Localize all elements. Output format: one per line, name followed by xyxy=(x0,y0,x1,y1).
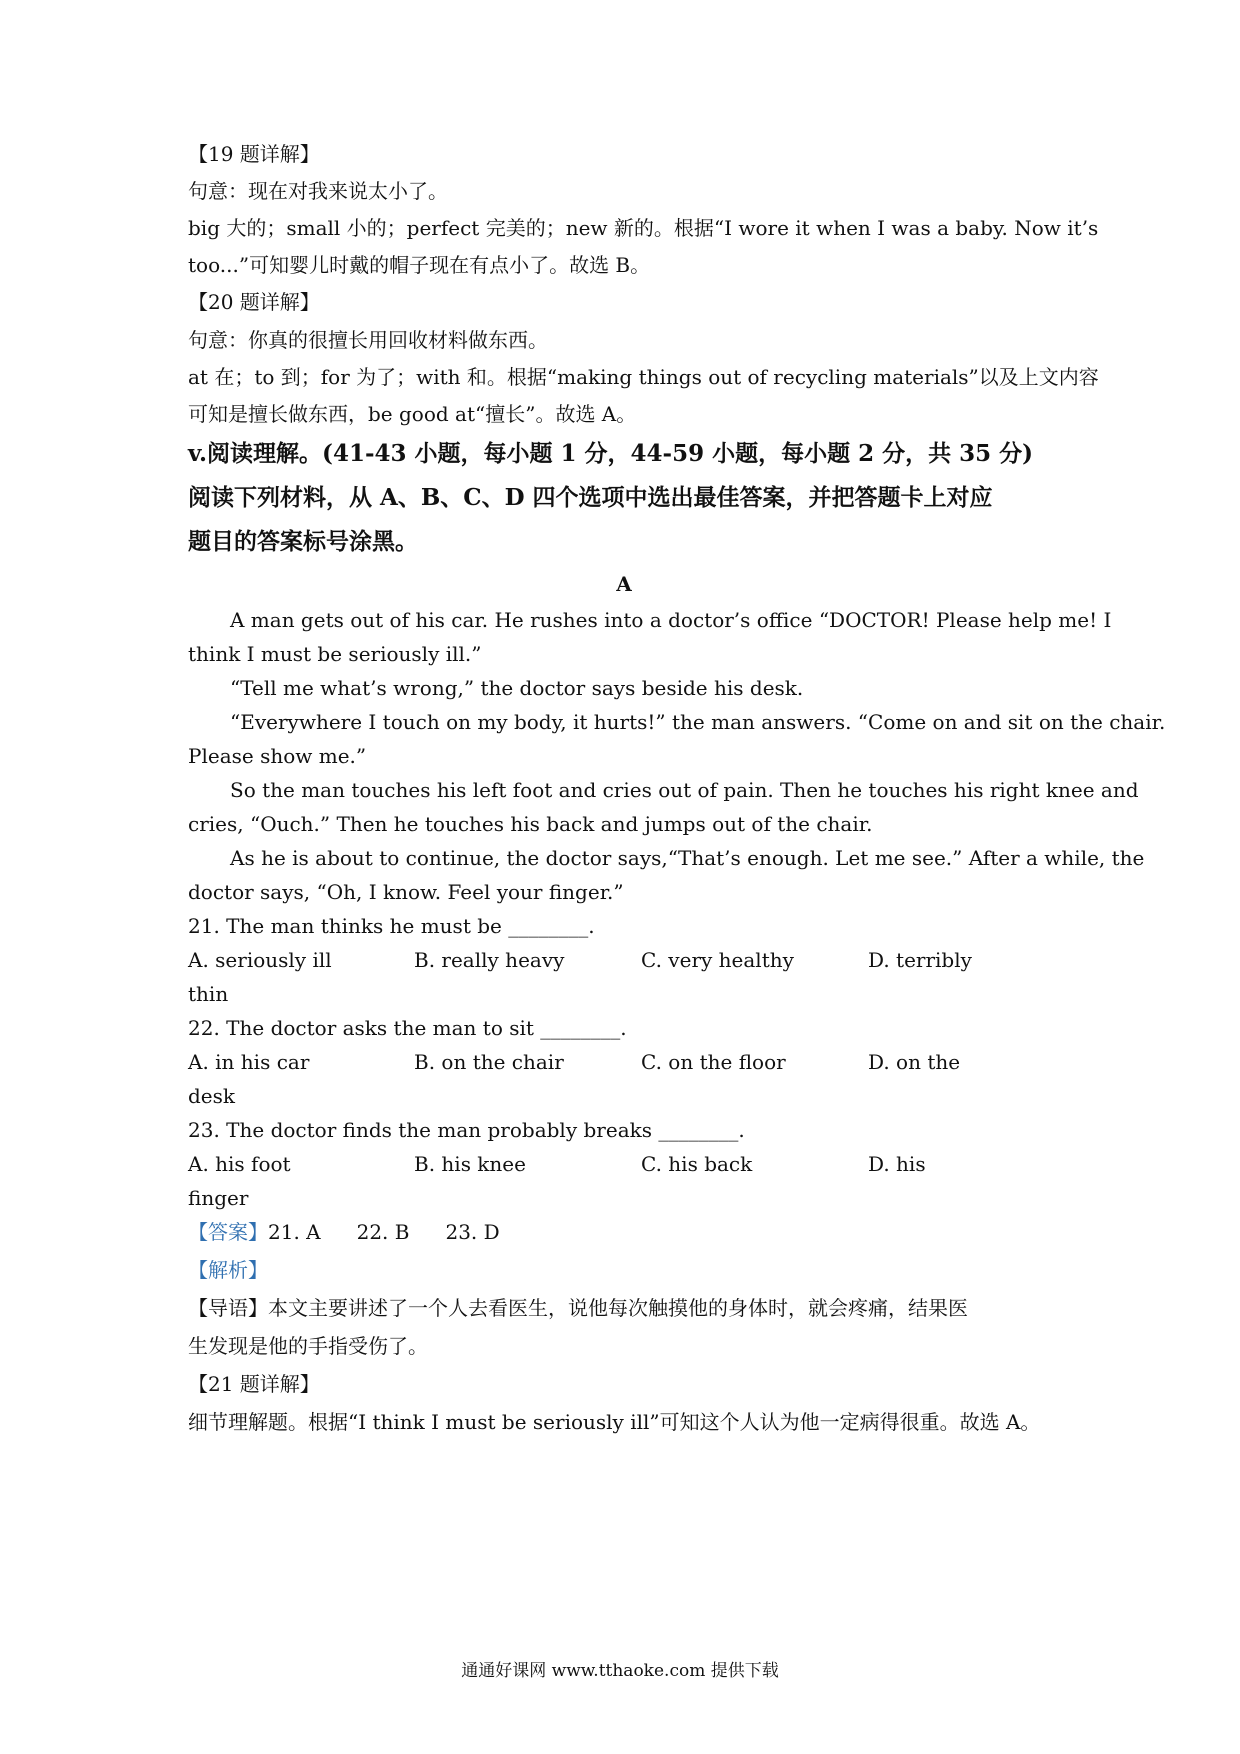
answer-row xyxy=(188,1218,536,1246)
page-footer: 通通好课网 www.tthaoke.com 提供下载 xyxy=(461,1661,779,1681)
option-d-wrap: desk xyxy=(188,1084,236,1108)
option-a: A. his foot xyxy=(188,1152,291,1176)
instruction-line2: 题目的答案标号涂黑。 xyxy=(188,528,418,555)
option-d: D. terribly xyxy=(868,948,972,972)
option-d-wrap: thin xyxy=(188,982,229,1006)
q19-meaning: 句意：现在对我来说太小了。 xyxy=(188,179,448,203)
instruction-line1: 阅读下列材料，从 A、B、C、D 四个选项中选出最佳答案，并把答题卡上对应 xyxy=(188,484,993,511)
option-b: B. really heavy xyxy=(414,948,565,972)
q21-explanation: 细节理解题。根据“I think I must be seriously ill”可知这个人认为他一定病得很重。故选 A。 xyxy=(188,1410,1041,1434)
option-b: B. on the chair xyxy=(414,1050,564,1074)
passage-line: doctor says, “Oh, I know. Feel your finger.” xyxy=(188,880,624,904)
option-a: A. in his car xyxy=(188,1050,310,1074)
option-c: C. on the floor xyxy=(641,1050,786,1074)
option-d: D. on the xyxy=(868,1050,961,1074)
option-d: D. his xyxy=(868,1152,926,1176)
passage-line: Please show me.” xyxy=(188,744,367,768)
answer-item: 21. A xyxy=(268,1220,321,1244)
q21-header: 【21 题详解】 xyxy=(188,1372,320,1396)
passage-line: So the man touches his left foot and cries out of pain. Then he touches his right knee and xyxy=(230,778,1139,802)
question-stem: 23. The doctor finds the man probably breaks ________. xyxy=(188,1118,745,1142)
guide-line2: 生发现是他的手指受伤了。 xyxy=(188,1334,428,1358)
guide-line1: 【导语】本文主要讲述了一个人去看医生，说他每次触摸他的身体时，就会疼痛，结果医 xyxy=(188,1296,968,1320)
question-stem: 21. The man thinks he must be ________. xyxy=(188,914,595,938)
q19-explanation-line2: too...”可知婴儿时戴的帽子现在有点小了。故选 B。 xyxy=(188,253,651,277)
option-c: C. his back xyxy=(641,1152,753,1176)
analysis-label: 【解析】 xyxy=(188,1258,268,1282)
question-stem: 22. The doctor asks the man to sit ________. xyxy=(188,1016,627,1040)
answer-label: 【答案】 xyxy=(188,1220,268,1244)
passage-line: think I must be seriously ill.” xyxy=(188,642,482,666)
option-c: C. very healthy xyxy=(641,948,794,972)
passage-line: “Tell me what’s wrong,” the doctor says beside his desk. xyxy=(230,676,804,700)
passage-line: A man gets out of his car. He rushes into a doctor’s office “DOCTOR! Please help me! I xyxy=(230,608,1112,632)
passage-line: cries, “Ouch.” Then he touches his back and jumps out of the chair. xyxy=(188,812,873,836)
option-b: B. his knee xyxy=(414,1152,526,1176)
option-d-wrap: finger xyxy=(188,1186,249,1210)
q19-explanation-line1: big 大的；small 小的；perfect 完美的；new 新的。根据“I wore it when I was a baby. Now it’s xyxy=(188,216,1099,240)
option-a: A. seriously ill xyxy=(188,948,332,972)
passage-label: A xyxy=(616,572,632,596)
section-title: v.阅读理解。(41-43 小题，每小题 1 分，44-59 小题，每小题 2 分，共 35 分) xyxy=(188,440,1034,467)
passage-line: “Everywhere I touch on my body, it hurts!” the man answers. “Come on and sit on the chair. xyxy=(230,710,1166,734)
q19-header: 【19 题详解】 xyxy=(188,142,320,166)
passage-line: As he is about to continue, the doctor says,“That’s enough. Let me see.” After a while, the xyxy=(230,846,1145,870)
answer-item: 23. D xyxy=(445,1220,500,1244)
q20-explanation-line1: at 在；to 到；for 为了；with 和。根据“making things out of recycling materials”以及上文内容 xyxy=(188,365,1099,389)
q20-explanation-line2: 可知是擅长做东西，be good at“擅长”。故选 A。 xyxy=(188,402,637,426)
q20-meaning: 句意：你真的很擅长用回收材料做东西。 xyxy=(188,328,548,352)
answer-item: 22. B xyxy=(356,1220,410,1244)
q20-header: 【20 题详解】 xyxy=(188,290,320,314)
